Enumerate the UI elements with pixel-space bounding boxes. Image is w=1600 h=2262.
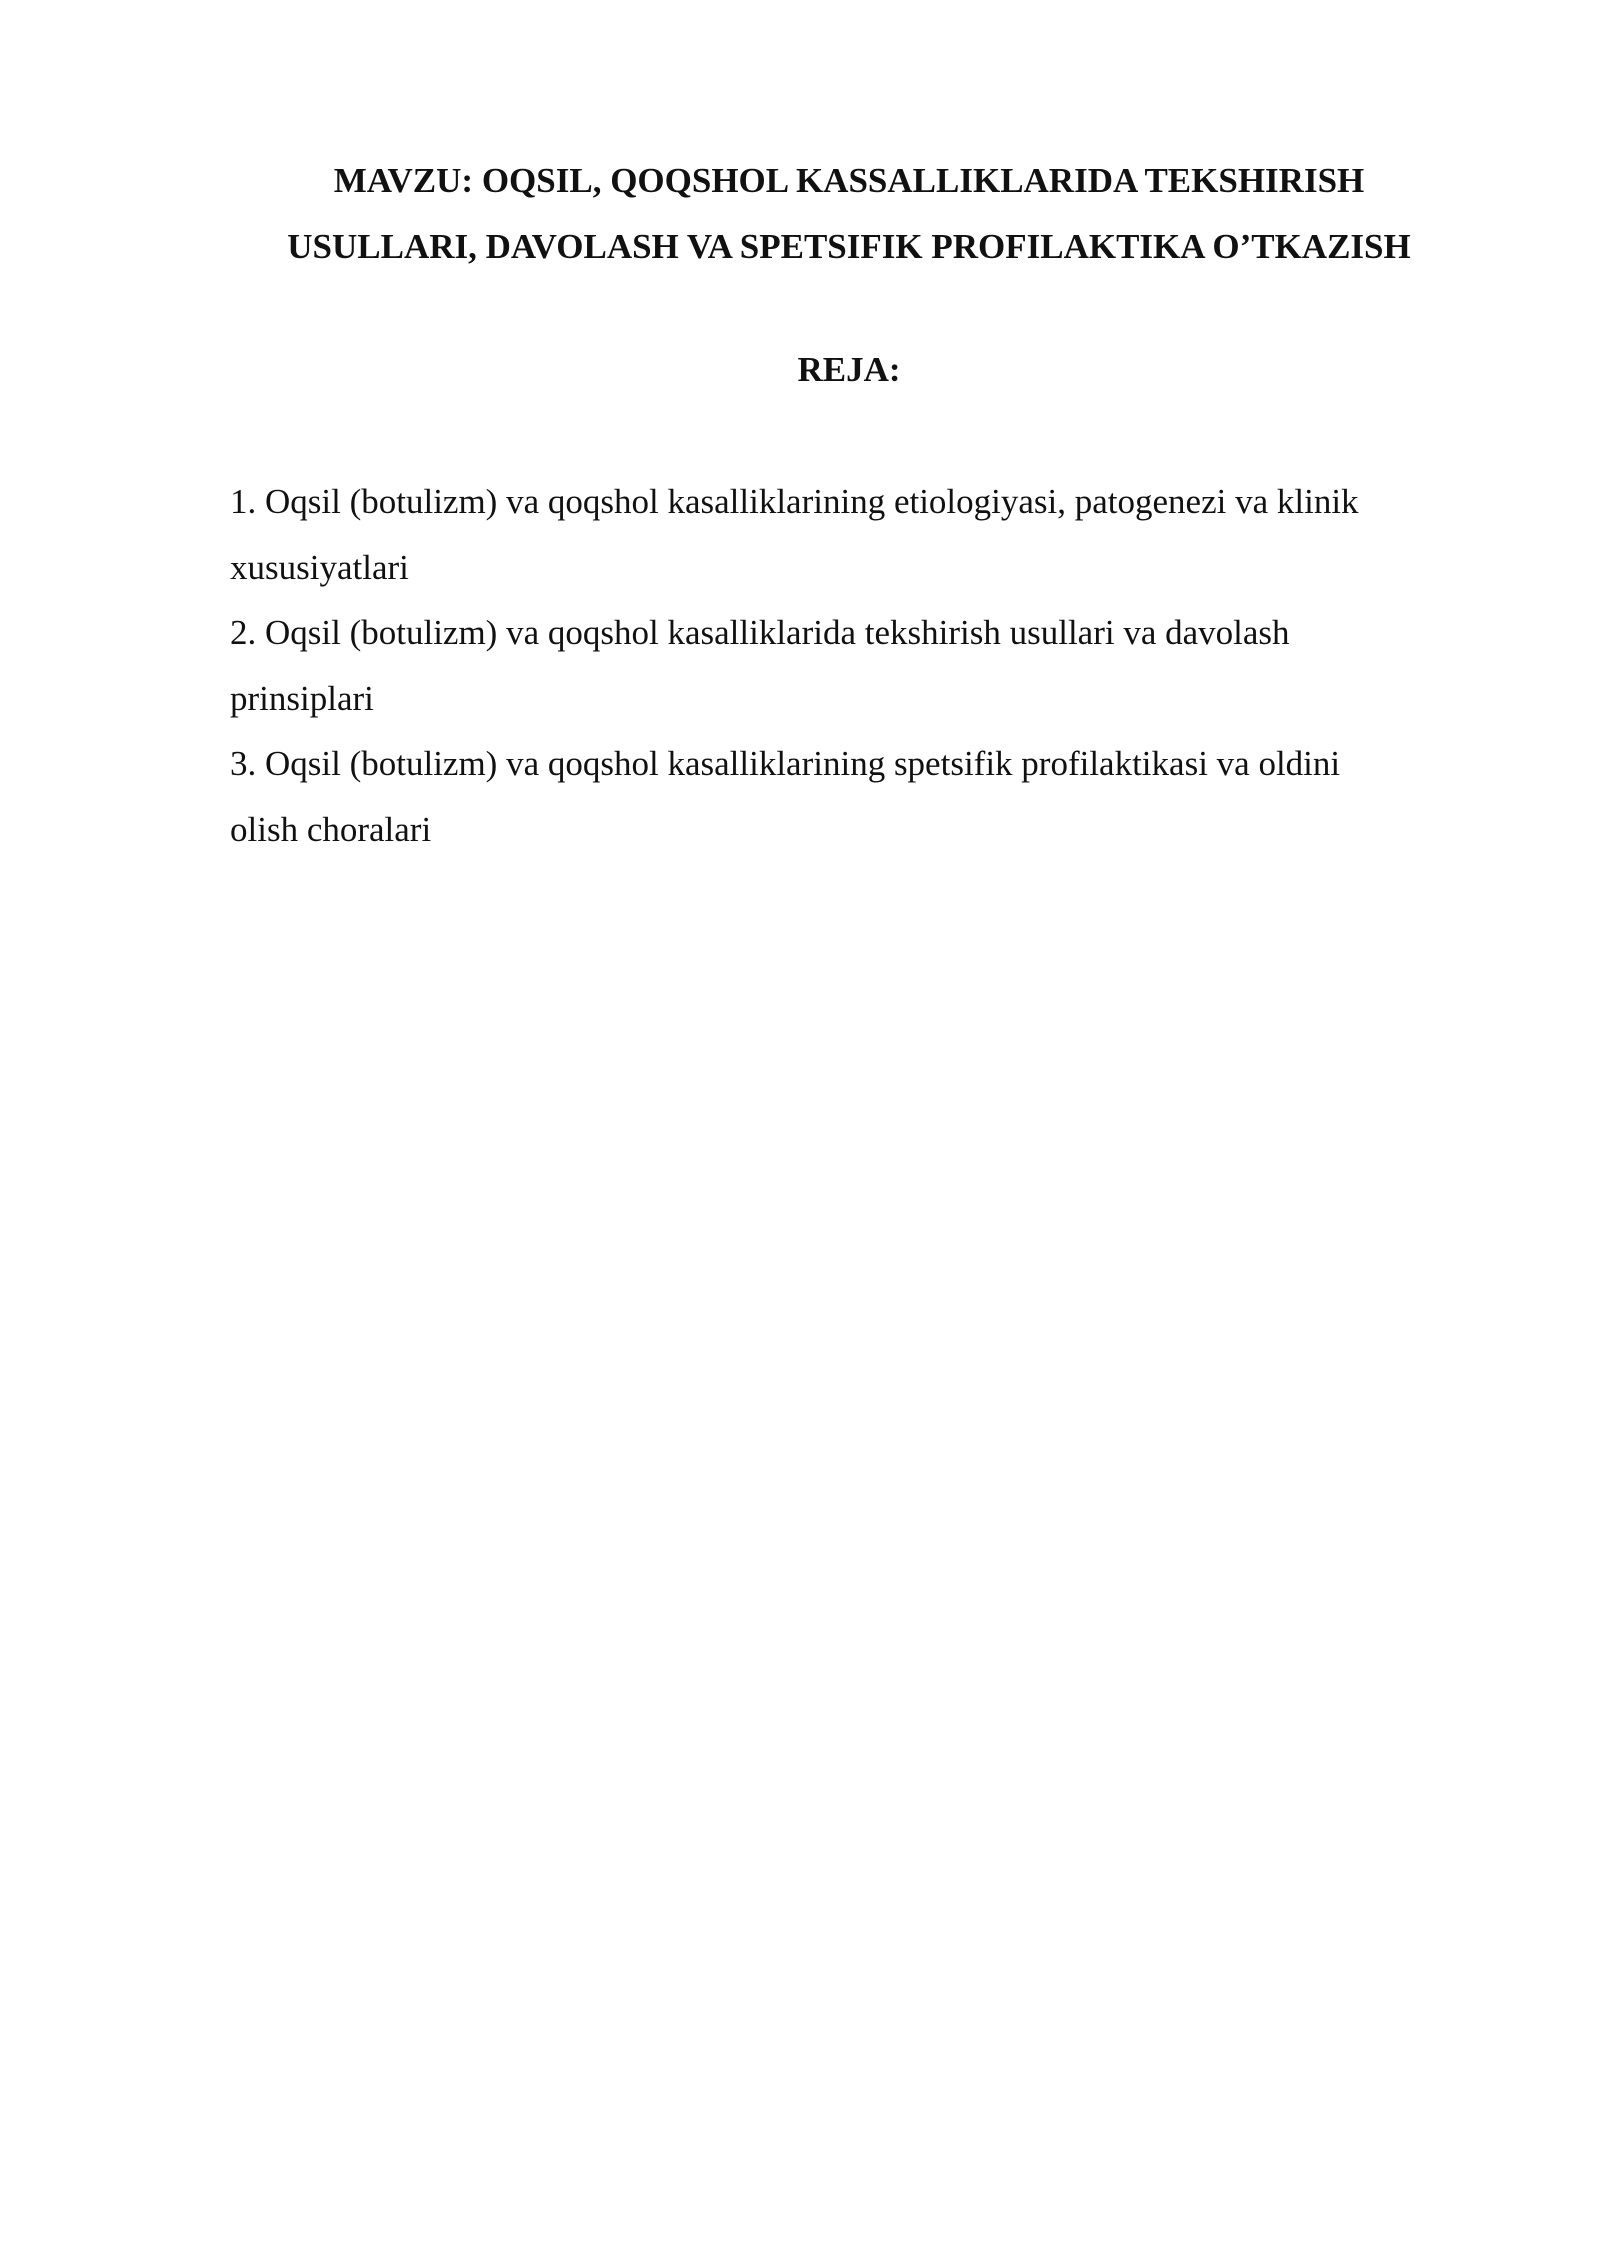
plan-item-2: [230, 600, 1468, 731]
plan-item-3-line-1: 3. Oqsil (botulizm) va qoqshol kasalliklarining spetsifik profilaktikasi va oldini: [230, 744, 1341, 783]
plan-item-2-line-1: 2. Oqsil (botulizm) va qoqshol kasalliklarida tekshirish usullari va davolash: [230, 613, 1290, 652]
plan-item-2-line-2: prinsiplari: [230, 678, 374, 718]
title-line-1: MAVZU: OQSIL, QOQSHOL KASSALLIKLARIDA TEKSHIRISH: [333, 161, 1365, 200]
plan-item-3-line-2: olish choralari: [230, 809, 432, 849]
plan-item-3: [230, 731, 1468, 862]
title-line-2: USULLARI, DAVOLASH VA SPETSIFIK PROFILAKTIKA O’TKAZISH: [287, 227, 1411, 266]
plan-list: [230, 469, 1468, 862]
plan-heading: REJA:: [797, 350, 901, 389]
plan-item-1-line-1: 1. Oqsil (botulizm) va qoqshol kasalliklarining etiologiyasi, patogenezi va klinik: [230, 482, 1359, 521]
document-title: [230, 148, 1468, 280]
plan-item-1-line-2: xususiyatlari: [230, 547, 409, 587]
plan-item-1: [230, 469, 1468, 600]
